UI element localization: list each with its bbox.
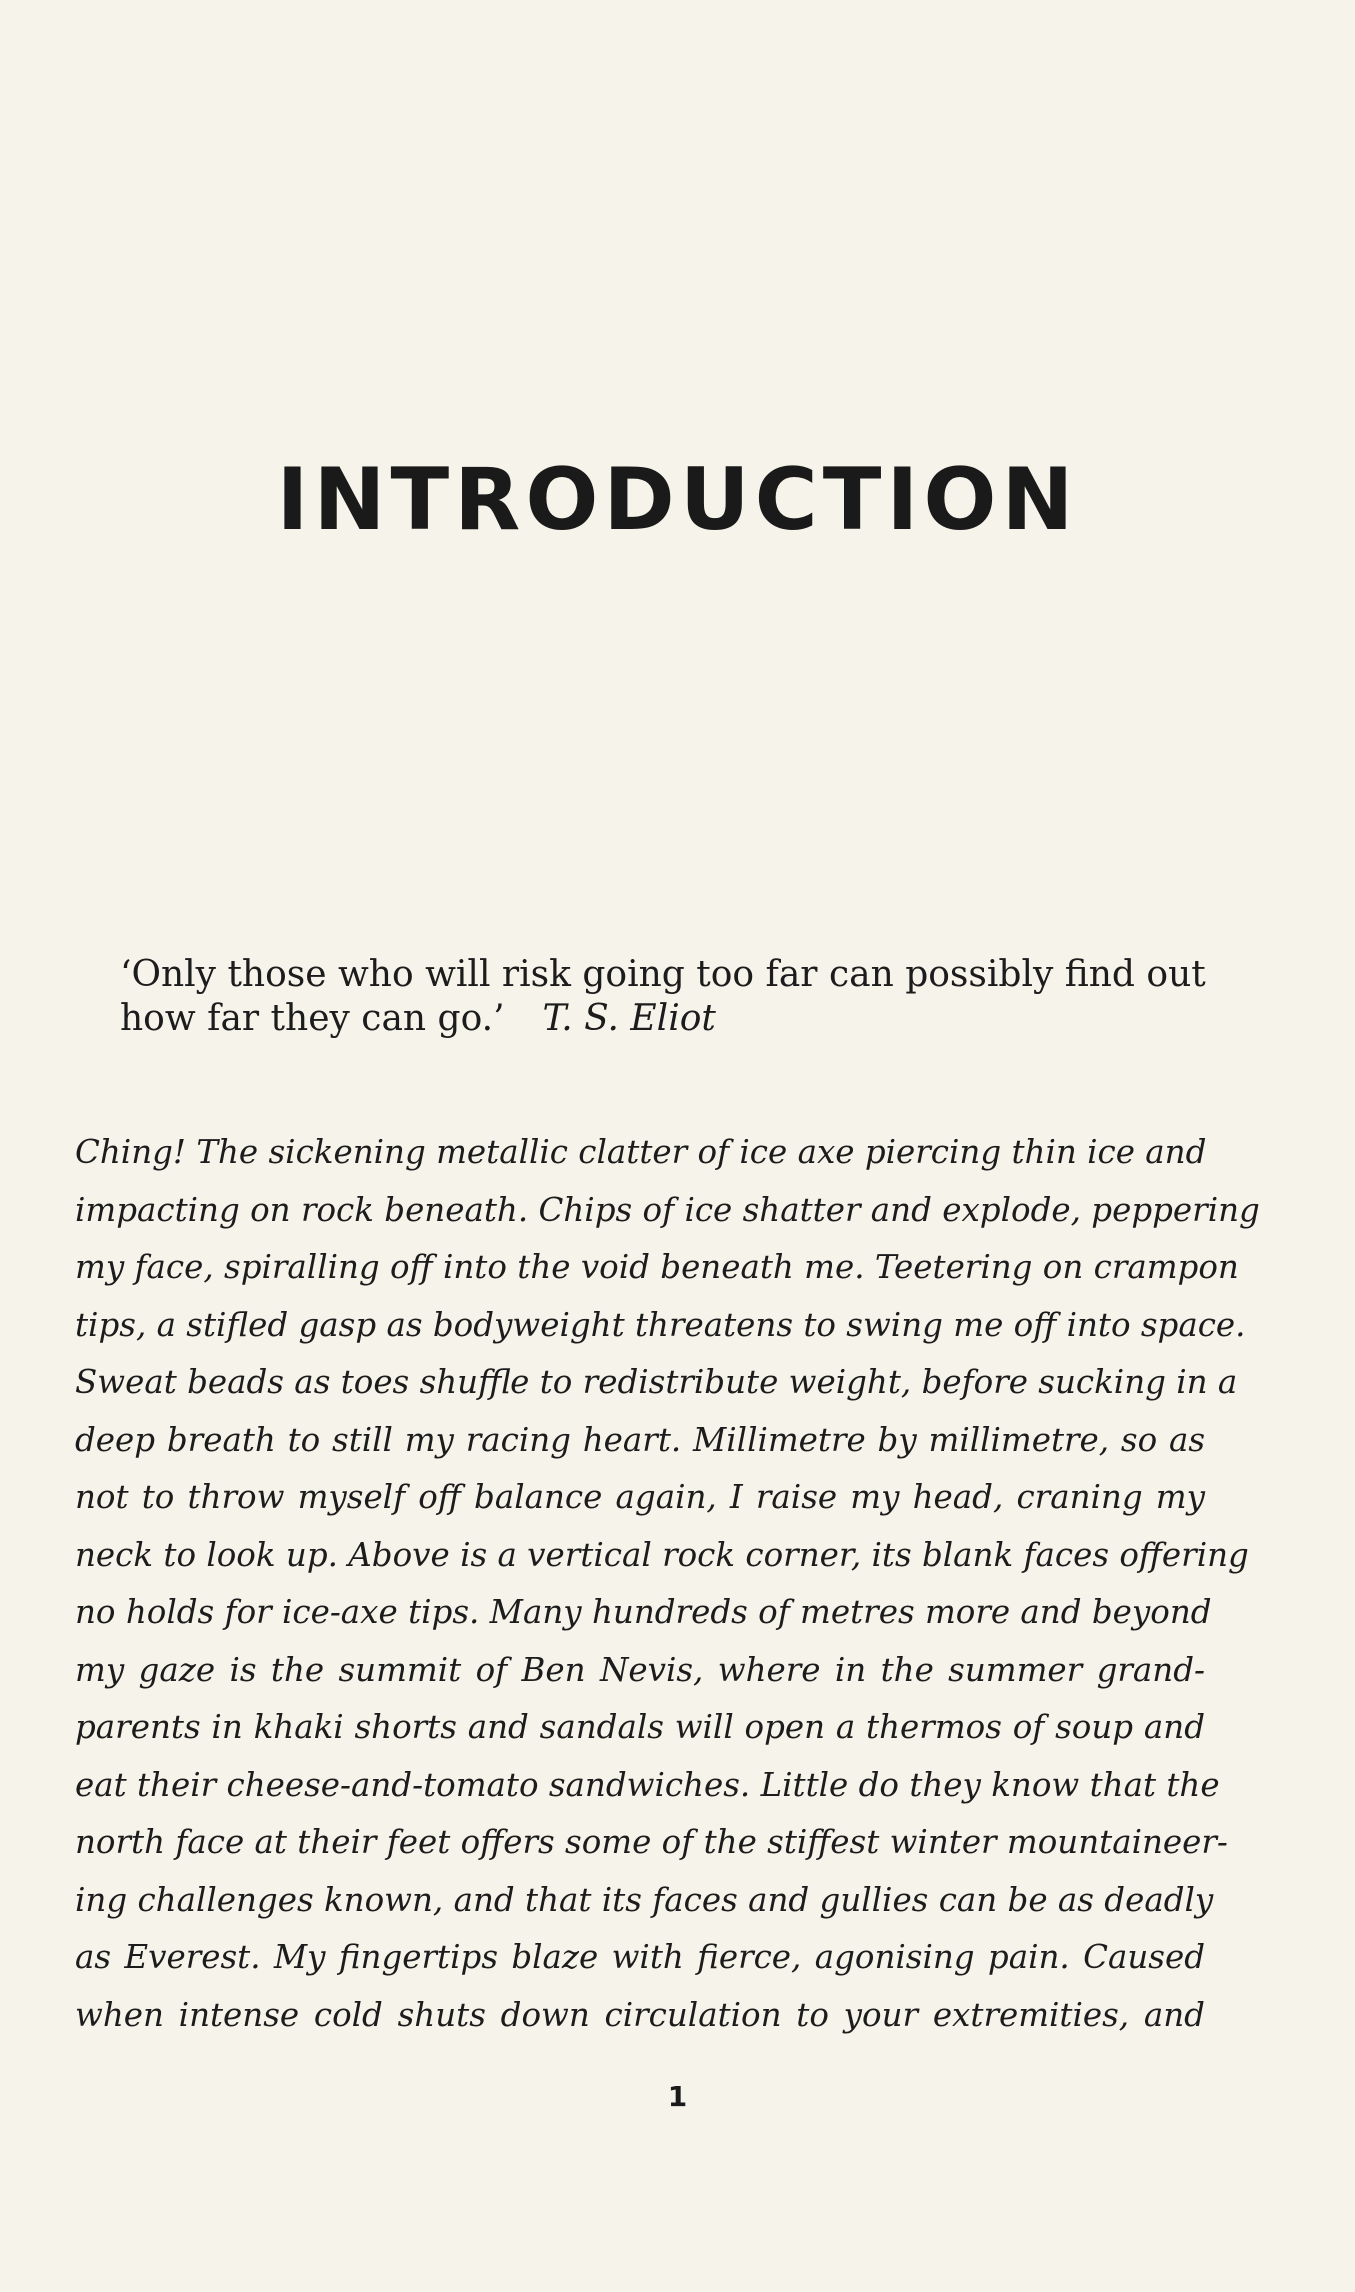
body-line: when intense cold shuts down circulation to your extremities, and xyxy=(75,1995,1205,2034)
body-line: Ching! The sickening metallic clatter of ice axe piercing thin ice and xyxy=(75,1133,1207,1171)
body-line: my face, spiralling off into the void beneath me. Teetering on crampon xyxy=(75,1248,1239,1286)
epigraph-line-1: ‘Only those who will risk going too far can possibly find out xyxy=(120,954,1206,995)
chapter-title: INTRODUCTION xyxy=(276,450,1079,550)
body-line: my gaze is the summit of Ben Nevis, where in the summer grand- xyxy=(75,1650,1205,1689)
epigraph-line-2 xyxy=(120,997,1270,1041)
body-paragraph xyxy=(75,1124,1260,2044)
body-line: tips, a stifled gasp as bodyweight threatens to swing me off into space. xyxy=(75,1305,1246,1344)
body-line: north face at their feet offers some of the stiffest winter mountaineer- xyxy=(75,1823,1228,1861)
body-line: no holds for ice-axe tips. Many hundreds of metres more and beyond xyxy=(75,1593,1212,1631)
body-line: parents in khaki shorts and sandals will open a thermos of soup and xyxy=(75,1708,1205,1746)
body-line: ing challenges known, and that its faces and gullies can be as deadly xyxy=(75,1880,1214,1919)
body-line: as Everest. My fingertips blaze with fierce, agonising pain. Caused xyxy=(75,1938,1205,1976)
body-line: deep breath to still my racing heart. Millimetre by millimetre, so as xyxy=(75,1420,1205,1459)
epigraph xyxy=(120,953,1270,1041)
page-number: 1 xyxy=(667,2080,688,2113)
body-line: Sweat beads as toes shuffle to redistribute weight, before sucking in a xyxy=(75,1363,1238,1401)
body-line: neck to look up. Above is a vertical rock corner, its blank faces offering xyxy=(75,1535,1249,1574)
body-line: eat their cheese-and-tomato sandwiches. Little do they know that the xyxy=(75,1765,1220,1804)
epigraph-attribution: T. S. Eliot xyxy=(542,998,716,1039)
body-line: not to throw myself off balance again, I raise my head, craning my xyxy=(75,1478,1205,1516)
body-line: impacting on rock beneath. Chips of ice shatter and explode, peppering xyxy=(75,1190,1260,1229)
epigraph-line-2-text: how far they can go.’ xyxy=(120,998,505,1039)
